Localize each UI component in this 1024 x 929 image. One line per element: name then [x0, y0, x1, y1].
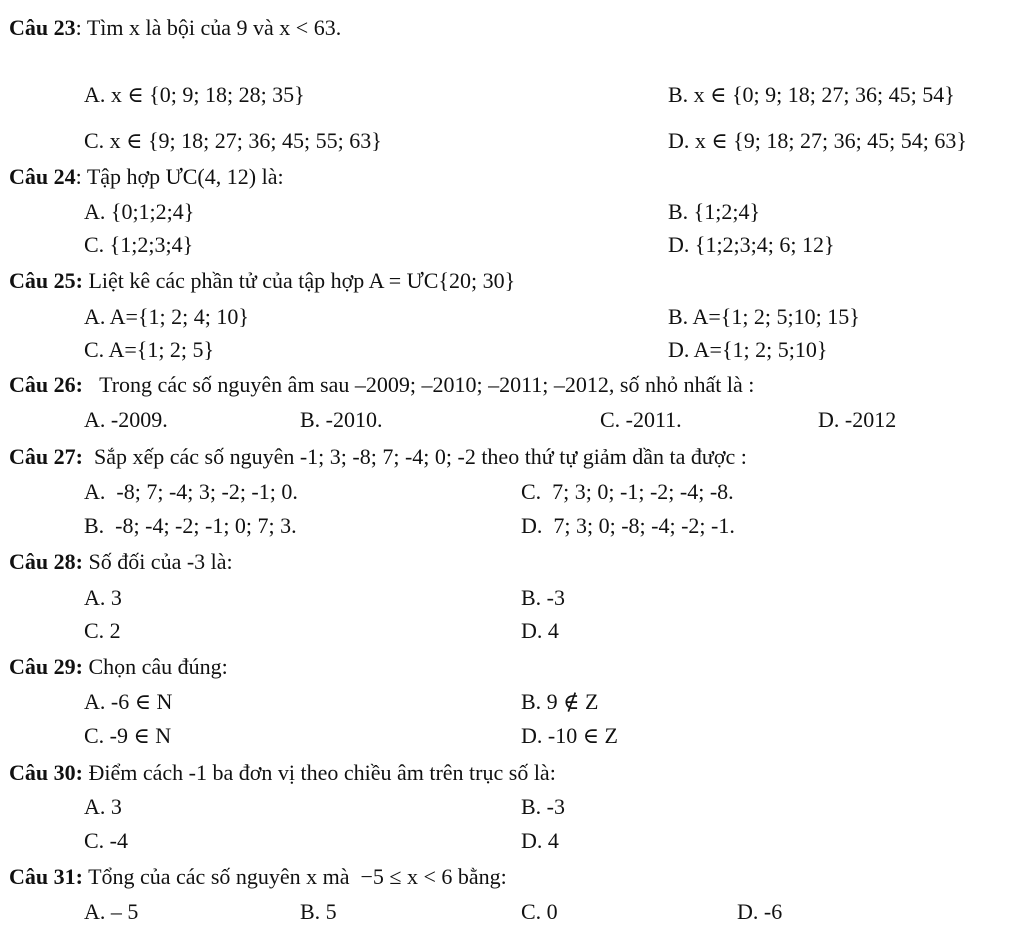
question-text: Sắp xếp các số nguyên -1; 3; -8; 7; -4; 0; -2 theo thứ tự giảm dần ta được :: [93, 444, 747, 469]
question-label: Câu 30:: [9, 760, 83, 785]
question-text: Tìm x là bội của 9 và x < 63.: [86, 15, 342, 40]
option-28-a[interactable]: A. 3: [84, 585, 122, 610]
option-30-a[interactable]: A. 3: [84, 794, 122, 819]
option-27-d[interactable]: D. 7; 3; 0; -8; -4; -2; -1.: [521, 513, 735, 538]
question-separator: [83, 372, 99, 397]
question-label: Câu 24: [9, 164, 76, 189]
question-text: Tập hợp ƯC(4, 12) là:: [86, 164, 284, 189]
option-24-b[interactable]: B. {1;2;4}: [668, 199, 761, 224]
option-25-a[interactable]: A. A={1; 2; 4; 10}: [84, 304, 249, 329]
option-27-a[interactable]: A. -8; 7; -4; 3; -2; -1; 0.: [84, 479, 298, 504]
option-25-c[interactable]: C. A={1; 2; 5}: [84, 337, 215, 362]
question-text: Liệt kê các phần tử của tập hợp A = ƯC{20; 30}: [88, 268, 516, 293]
option-23-d[interactable]: D. x ∈ {9; 18; 27; 36; 45; 54; 63}: [668, 128, 967, 153]
question-29: [9, 654, 228, 680]
option-28-d[interactable]: D. 4: [521, 618, 559, 643]
option-26-a[interactable]: A. -2009.: [84, 407, 168, 432]
option-28-b[interactable]: B. -3: [521, 585, 565, 610]
option-26-d[interactable]: D. -2012: [818, 407, 897, 432]
question-label: Câu 28:: [9, 549, 83, 574]
option-25-b[interactable]: B. A={1; 2; 5;10; 15}: [668, 304, 860, 329]
question-label: Câu 31:: [9, 864, 83, 889]
question-26: [9, 372, 754, 398]
option-23-c[interactable]: C. x ∈ {9; 18; 27; 36; 45; 55; 63}: [84, 128, 382, 153]
option-23-b[interactable]: B. x ∈ {0; 9; 18; 27; 36; 45; 54}: [668, 82, 955, 107]
option-27-b[interactable]: B. -8; -4; -2; -1; 0; 7; 3.: [84, 513, 297, 538]
question-separator: [83, 444, 94, 469]
option-24-a[interactable]: A. {0;1;2;4}: [84, 199, 195, 224]
question-separator: :: [75, 164, 87, 189]
option-26-c[interactable]: C. -2011.: [600, 407, 682, 432]
option-24-d[interactable]: D. {1;2;3;4; 6; 12}: [668, 232, 835, 257]
question-27: [9, 444, 747, 470]
question-label: Câu 27:: [9, 444, 83, 469]
question-text: Số đối của -3 là:: [88, 549, 233, 574]
question-25: [9, 268, 515, 294]
question-separator: :: [75, 15, 87, 40]
option-30-b[interactable]: B. -3: [521, 794, 565, 819]
option-30-c[interactable]: C. -4: [84, 828, 128, 853]
option-29-b[interactable]: B. 9 ∉ Z: [521, 689, 599, 714]
option-27-c[interactable]: C. 7; 3; 0; -1; -2; -4; -8.: [521, 479, 734, 504]
question-label: Câu 26:: [9, 372, 83, 397]
question-label: Câu 25:: [9, 268, 83, 293]
question-31: [9, 864, 507, 890]
option-28-c[interactable]: C. 2: [84, 618, 121, 643]
option-24-c[interactable]: C. {1;2;3;4}: [84, 232, 194, 257]
option-30-d[interactable]: D. 4: [521, 828, 559, 853]
question-label: Câu 23: [9, 15, 76, 40]
question-text: Trong các số nguyên âm sau –2009; –2010; –2011; –2012, số nhỏ nhất là :: [99, 372, 755, 397]
question-label: Câu 29:: [9, 654, 83, 679]
question-30: [9, 760, 556, 786]
option-23-a[interactable]: A. x ∈ {0; 9; 18; 28; 35}: [84, 82, 305, 107]
question-text: Chọn câu đúng:: [88, 654, 228, 679]
question-23: [9, 15, 341, 41]
option-31-c[interactable]: C. 0: [521, 899, 558, 924]
question-24: [9, 164, 284, 190]
option-29-c[interactable]: C. -9 ∈ N: [84, 723, 172, 748]
option-26-b[interactable]: B. -2010.: [300, 407, 383, 432]
option-31-a[interactable]: A. – 5: [84, 899, 139, 924]
option-25-d[interactable]: D. A={1; 2; 5;10}: [668, 337, 828, 362]
option-29-a[interactable]: A. -6 ∈ N: [84, 689, 173, 714]
option-29-d[interactable]: D. -10 ∈ Z: [521, 723, 618, 748]
question-text: Điểm cách -1 ba đơn vị theo chiều âm trên trục số là:: [88, 760, 556, 785]
question-28: [9, 549, 233, 575]
option-31-b[interactable]: B. 5: [300, 899, 337, 924]
question-text: Tổng của các số nguyên x mà −5 ≤ x < 6 bằng:: [88, 864, 507, 889]
option-31-d[interactable]: D. -6: [737, 899, 783, 924]
